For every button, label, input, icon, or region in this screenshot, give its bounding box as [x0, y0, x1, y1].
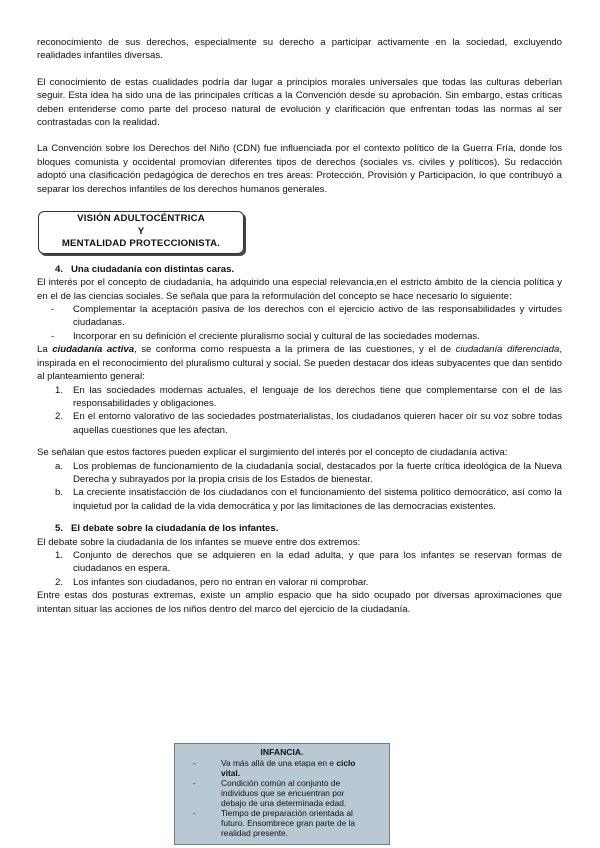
- text-run: , se conforma como respuesta a la primera de las cuestiones, y el de: [134, 344, 456, 356]
- section-4-title: Una ciudadanía con distintas caras.: [71, 263, 235, 275]
- list-item-text: Tiempo de preparación orientada al futuro. Ensombrece gran parte de la realidad presente.: [221, 808, 356, 838]
- section-5-heading: [37, 522, 562, 535]
- list-item-text: Conjunto de derechos que se adquieren en la edad adulta, y que para los infantes se reservan formas de ciudadanos en espera.: [73, 549, 562, 575]
- list-item: [37, 576, 562, 589]
- callout-line-1: VISIÓN ADULTOCÉNTRICA: [77, 213, 205, 225]
- list-item: [37, 410, 562, 437]
- paragraph-knowledge: El conocimiento de estas cualidades podría dar lugar a principios morales universales que todas las culturas deberían seguir. Esta idea ha sido una de las principales críticas a la Convención desde su aprobación. Sin embargo, estas críticas deben entenderse como parte del proceso natural de evolución y clarificación que enfrentan todas las normas al ser contrastadas con la realidad.: [37, 76, 562, 129]
- underlying-ideas-list: [37, 384, 562, 438]
- infancia-figure: [174, 743, 390, 845]
- paragraph-active-citizenship: [37, 343, 562, 383]
- list-item: [37, 330, 562, 343]
- list-item-text: En las sociedades modernas actuales, el lenguaje de los derechos tiene que complementarse con el de las responsabilidades y obligaciones.: [73, 384, 562, 409]
- section-4-number: 4.: [55, 263, 64, 275]
- list-marker: 2.: [55, 576, 64, 588]
- paragraph-factors: Se señalan que estos factores pueden explicar el surgimiento del interés por el concepto de ciudadanía activa:: [37, 447, 508, 459]
- dash-marker: -: [193, 778, 196, 788]
- section-5-title: El debate sobre la ciudadanía de los infantes.: [71, 523, 279, 535]
- list-item-text: Los problemas de funcionamiento de la ciudadanía social, destacados por la fuerte crítica ideológica de la Nueva Derecha y subrayados por la propia crisis de los Estados de bienestar.: [73, 460, 562, 485]
- list-marker: 1.: [55, 549, 64, 561]
- text-run: La: [37, 344, 53, 356]
- callout-line-2: Y: [137, 225, 145, 237]
- paragraph-cdn: La Convención sobre los Derechos del Niño (CDN) fue influenciada por el contexto político de la Guerra Fría, donde los bloques comunista y occidental promovían diferentes tipos de derechos (sociales vs. civiles y políticos). Su redacción adoptó una clasificación pedagógica de derechos en tres áreas: Protección, Provisión y Participación, lo que contribuyó a separar los derechos infantiles de los derechos humanos generales.: [37, 143, 562, 195]
- list-item: [175, 808, 389, 838]
- infancia-title: INFANCIA.: [260, 747, 304, 757]
- list-item-text: Va más allá de una etapa en e: [221, 758, 337, 768]
- list-item: [37, 460, 562, 487]
- term-active-citizenship: ciudadanía activa: [52, 344, 135, 356]
- list-item: [175, 758, 389, 778]
- section-5-number: 5.: [55, 523, 64, 535]
- paragraph-intro: reconocimiento de sus derechos, especialmente su derecho a participar activamente en la sociedad, excluyendo realidades infantiles diversas.: [37, 37, 562, 62]
- callout-line-3: MENTALIDAD PROTECCIONISTA.: [61, 238, 221, 250]
- text-run: , inspirada en el reconocimiento del pluralismo cultural y social. Se pueden destacar dos ideas subyacentes que dan sentido al planteamiento general:: [37, 344, 562, 383]
- term-ciclo-vital: ciclo vital.: [221, 758, 356, 778]
- section-4-intro: El interés por el concepto de ciudadanía, ha adquirido una especial relevancia,en el estricto ámbito de la ciencia política y en el de las ciencias sociales. Se señala que para la reformulación del concepto se hace necesario lo siguiente:: [37, 277, 562, 302]
- list-item-text: Condición común al conjunto de individuos que se encuentran por debajo de una determinada edad.: [221, 778, 347, 808]
- list-item: [37, 303, 562, 330]
- list-marker: b.: [55, 487, 64, 499]
- dash-marker: -: [193, 758, 196, 768]
- term-differentiated-citizenship: ciudadanía diferenciada: [455, 344, 560, 356]
- infancia-list: [175, 758, 389, 838]
- section-5-intro: El debate sobre la ciudadanía de los infantes se mueve entre dos extremos:: [37, 536, 361, 548]
- paragraph-positions: Entre estas dos posturas extremas, existe un amplio espacio que ha sido ocupado por diversas aproximaciones que intentan situar las acciones de los niños dentro del marco del ejercicio de la ciudadanía.: [37, 590, 562, 615]
- list-marker: 1.: [55, 384, 64, 396]
- document-page: [37, 36, 562, 616]
- list-item-text: La creciente insatisfacción de los ciudadanos con el funcionamiento del sistema político democrático, así como la inquietud por la calidad de la vida democrática y por las limitaciones de las democracias existentes.: [73, 487, 562, 512]
- dash-marker: -: [51, 304, 55, 316]
- list-item: [37, 486, 562, 513]
- vision-callout-box: [38, 211, 244, 254]
- dash-marker: -: [193, 808, 196, 818]
- factors-list: [37, 460, 562, 514]
- dash-marker: -: [51, 330, 55, 342]
- section-4-heading: [37, 263, 562, 276]
- list-marker: 2.: [55, 411, 64, 423]
- list-item: [37, 384, 562, 411]
- list-item: [175, 778, 389, 808]
- extremes-list: [37, 549, 562, 589]
- list-item-text: Incorporar en su definición el creciente pluralismo social y cultural de las sociedades modernas.: [73, 330, 480, 342]
- list-item-text: En el entorno valorativo de las sociedades postmaterialistas, los ciudadanos quieren hacer oír su voz sobre todas aquellas cuestiones que les afectan.: [73, 411, 562, 436]
- list-item: [37, 549, 562, 576]
- list-item-text: Los infantes son ciudadanos, pero no entran en valorar ni comprobar.: [73, 576, 369, 588]
- list-marker: a.: [55, 460, 64, 472]
- requirements-list: [37, 303, 562, 343]
- list-item-text: Complementar la aceptación pasiva de los derechos con el ejercicio activo de las responsabilidades y virtudes ciudadanas.: [73, 304, 562, 329]
